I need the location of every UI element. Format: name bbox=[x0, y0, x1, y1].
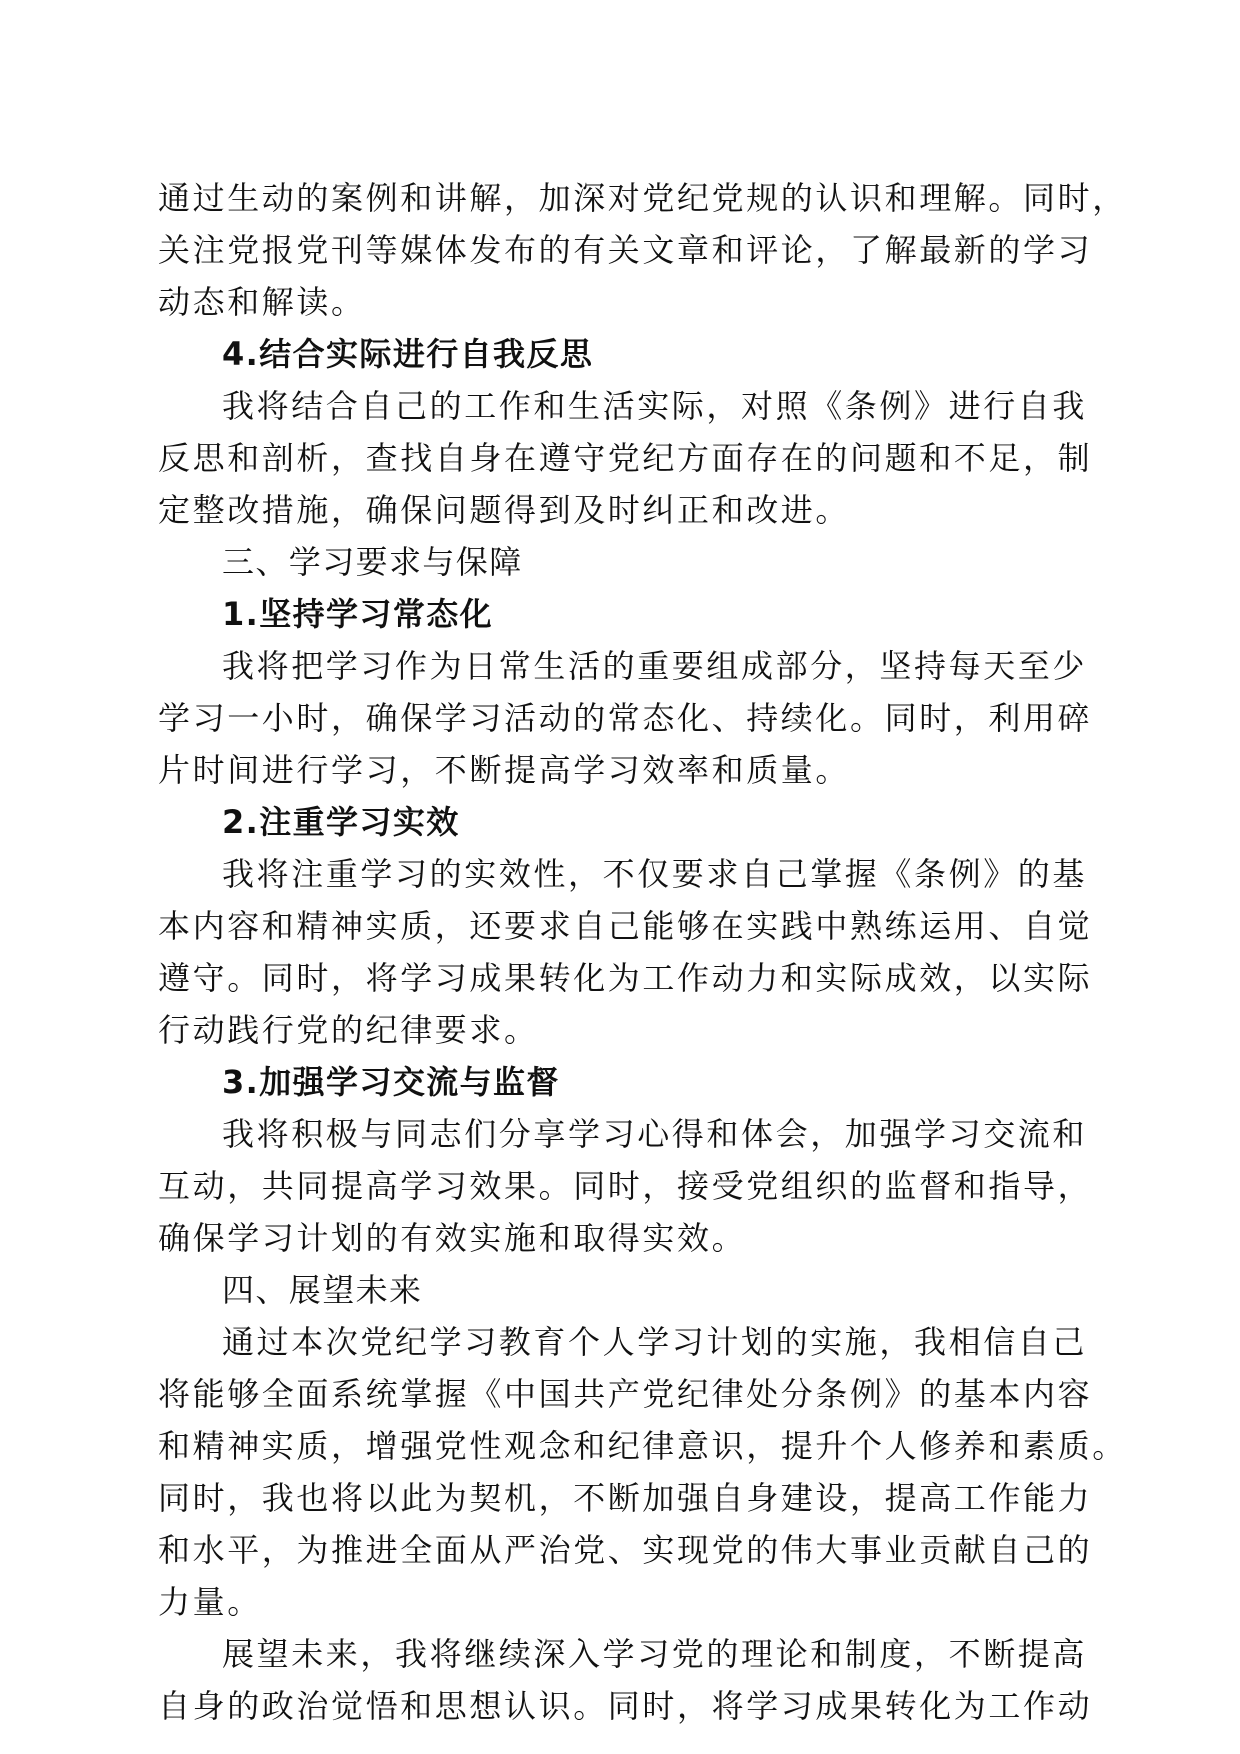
paragraph-line: 动态和解读。 bbox=[158, 283, 366, 321]
section-heading: 4.结合实际进行自我反思 bbox=[222, 335, 594, 373]
paragraph-line: 确保学习计划的有效实施和取得实效。 bbox=[158, 1219, 747, 1257]
paragraph-line: 行动践行党的纪律要求。 bbox=[158, 1011, 539, 1049]
paragraph-line: 我将注重学习的实效性，不仅要求自己掌握《条例》的基 bbox=[222, 855, 1088, 893]
paragraph-line: 展望未来，我将继续深入学习党的理论和制度，不断提高 bbox=[222, 1635, 1088, 1673]
paragraph-line: 我将积极与同志们分享学习心得和体会，加强学习交流和 bbox=[222, 1115, 1088, 1153]
paragraph-line: 和水平，为推进全面从严治党、实现党的伟大事业贡献自己的 bbox=[158, 1531, 1093, 1569]
chapter-heading: 四、展望未来 bbox=[222, 1271, 423, 1309]
paragraph-line: 互动，共同提高学习效果。同时，接受党组织的监督和指导， bbox=[158, 1167, 1093, 1205]
paragraph-line: 我将把学习作为日常生活的重要组成部分，坚持每天至少 bbox=[222, 647, 1088, 685]
paragraph-line: 将能够全面系统掌握《中国共产党纪律处分条例》的基本内容 bbox=[158, 1375, 1093, 1413]
paragraph-line: 本内容和精神实质，还要求自己能够在实践中熟练运用、自觉 bbox=[158, 907, 1093, 945]
paragraph-line: 同时，我也将以此为契机，不断加强自身建设，提高工作能力 bbox=[158, 1479, 1093, 1517]
chapter-heading: 三、学习要求与保障 bbox=[222, 543, 523, 581]
section-heading: 2.注重学习实效 bbox=[222, 803, 460, 841]
paragraph-line: 我将结合自己的工作和生活实际，对照《条例》进行自我 bbox=[222, 387, 1088, 425]
paragraph-line: 和精神实质，增强党性观念和纪律意识，提升个人修养和素质。 bbox=[158, 1427, 1127, 1465]
paragraph-line: 遵守。同时，将学习成果转化为工作动力和实际成效，以实际 bbox=[158, 959, 1093, 997]
paragraph-line: 力量。 bbox=[158, 1583, 262, 1621]
paragraph-line: 自身的政治觉悟和思想认识。同时，将学习成果转化为工作动 bbox=[158, 1687, 1093, 1725]
paragraph-line: 定整改措施，确保问题得到及时纠正和改进。 bbox=[158, 491, 851, 529]
paragraph-line: 片时间进行学习，不断提高学习效率和质量。 bbox=[158, 751, 851, 789]
section-heading: 1.坚持学习常态化 bbox=[222, 595, 494, 633]
paragraph-line: 通过本次党纪学习教育个人学习计划的实施，我相信自己 bbox=[222, 1323, 1088, 1361]
paragraph-line: 关注党报党刊等媒体发布的有关文章和评论，了解最新的学习 bbox=[158, 231, 1093, 269]
section-heading: 3.加强学习交流与监督 bbox=[222, 1063, 560, 1101]
paragraph-line: 反思和剖析，查找自身在遵守党纪方面存在的问题和不足，制 bbox=[158, 439, 1093, 477]
paragraph-line: 学习一小时，确保学习活动的常态化、持续化。同时，利用碎 bbox=[158, 699, 1093, 737]
paragraph-line: 通过生动的案例和讲解，加深对党纪党规的认识和理解。同时， bbox=[158, 179, 1127, 217]
